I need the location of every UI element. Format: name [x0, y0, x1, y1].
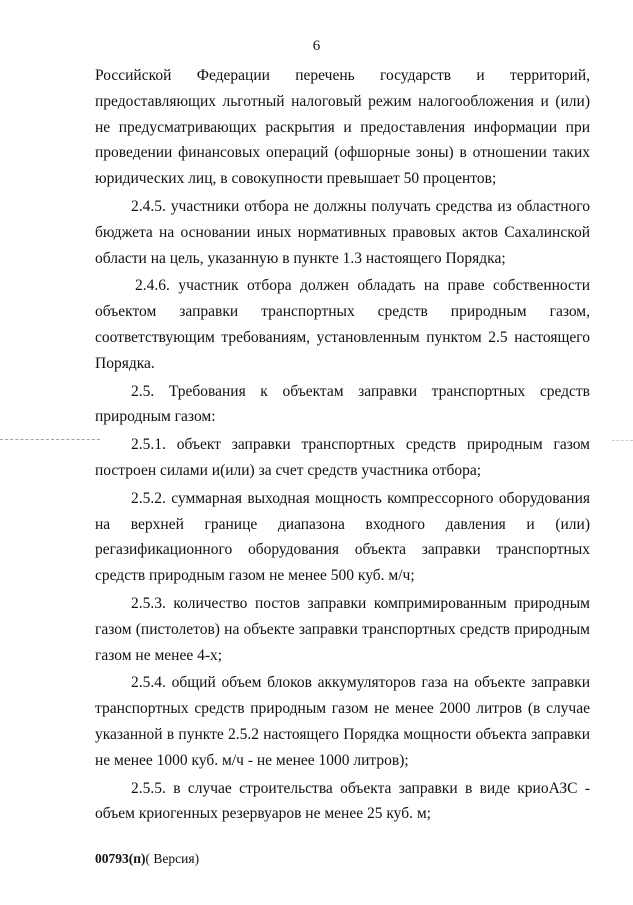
- paragraph-2-5: 2.5. Требования к объектам заправки транспортных средств природным газом:: [95, 382, 590, 426]
- paragraph-2-5-3: 2.5.3. количество постов заправки компримированным природным газом (пистолетов) на объекте заправки транспортных средств природным газом не менее 4-х;: [95, 594, 590, 664]
- paragraph-2-5-4: 2.5.4. общий объем блоков аккумуляторов газа на объекте заправки транспортных средств природным газом не менее 2000 литров (в случае указанной в пункте 2.5.2 настоящего Порядка мощности объекта заправки не менее 1000 куб. м/ч - не менее 1000 литров);: [95, 674, 590, 769]
- paragraph-2-5-5: 2.5.5. в случае строительства объекта заправки в виде криоАЗС - объем криогенных резервуаров не менее 25 куб. м;: [95, 779, 590, 823]
- document-footer: [95, 850, 199, 868]
- paragraph-continuation: Российской Федерации перечень государств и территорий, предоставляющих льготный налоговый режим налогообложения и (или) не предусматривающих раскрытия и предоставления информации при проведении финансовых операций (офшорные зоны) в отношении таких юридических лиц, в совокупности превышает 50 процентов;: [95, 67, 590, 188]
- paragraph-2-5-2: 2.5.2. суммарная выходная мощность компрессорного оборудования на верхней границе диапазона входного давления и (или) регазификационного оборудования объекта заправки транспортных средств природным газом не менее 500 куб. м/ч;: [95, 489, 590, 585]
- page-number: 6: [312, 38, 321, 54]
- document-code: 00793(п): [95, 851, 146, 866]
- scan-artifact-line: [0, 439, 100, 441]
- paragraph-2-5-1: 2.5.1. объект заправки транспортных средств природным газом построен силами и(или) за счет средств участника отбора;: [95, 436, 590, 479]
- paragraph-2-4-5: 2.4.5. участники отбора не должны получать средства из областного бюджета на основании иных нормативных правовых актов Сахалинской области на цель, указанную в пункте 1.3 настоящего Порядка;: [95, 197, 590, 267]
- scan-artifact-line: [612, 440, 633, 442]
- document-version: ( Версия): [145, 851, 200, 866]
- paragraph-2-4-6: 2.4.6. участник отбора должен обладать на праве собственности объектом заправки транспортных средств природным газом, соответствующим требованиям, установленным пунктом 2.5 настоящего Порядка.: [95, 277, 590, 372]
- document-body: [95, 63, 590, 827]
